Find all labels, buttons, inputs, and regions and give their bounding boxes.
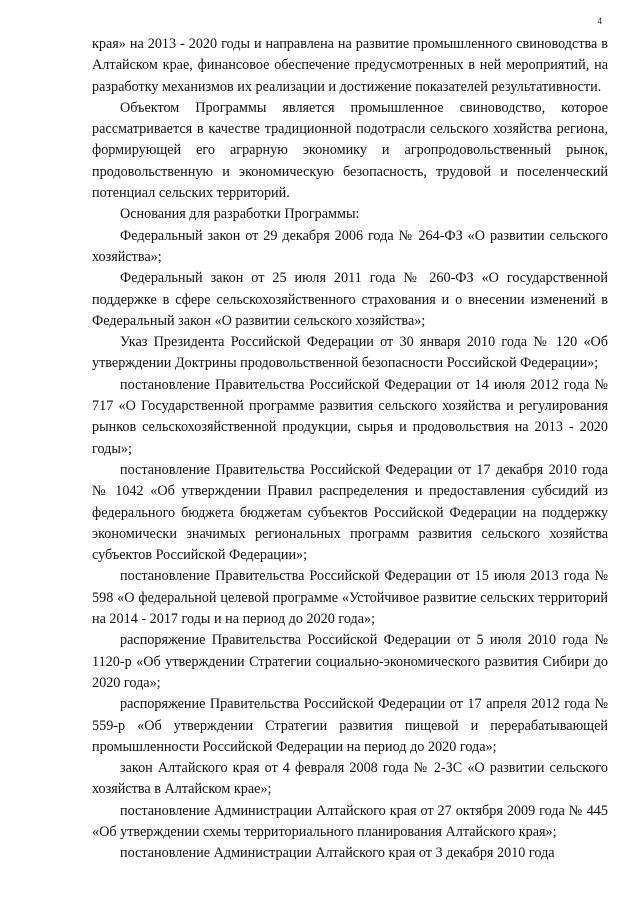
paragraph-government-resolution-598: постановление Правительства Российской Федерации от 15 июля 2013 года № 598 «О федеральной целевой программе «Устойчивое развитие сельских территорий на 2014 - 2017 годы и на период до 2020 года»; — [92, 568, 608, 628]
paragraph-program-object: Объектом Программы является промышленное свиноводство, которое рассматривается в качестве традиционной подотрасли сельского хозяйства региона, формирующей его аграрную экономику и агропродовольственный рынок, продовольственную и экономическую безопасность, трудовой и поселенческий потенциал сельских территорий. — [92, 99, 608, 202]
paragraph-presidential-decree-120: Указ Президента Российской Федерации от 30 января 2010 года № 120 «Об утверждении Доктрины продовольственной безопасности Российской Федерации»; — [92, 334, 608, 372]
paragraph-government-resolution-1042: постановление Правительства Российской Федерации от 17 декабря 2010 года № 1042 «Об утверждении Правил распределения и предоставления субсидий из федерального бюджета бюджетам субъектов Российской Федерации на поддержку экономически значимых региональных программ развития сельского хозяйства субъектов Российской Федерации»; — [92, 461, 608, 564]
paragraph-altai-law-2zs: закон Алтайского края от 4 февраля 2008 года № 2-ЗС «О развитии сельского хозяйства в Алтайском крае»; — [92, 760, 608, 798]
paragraph-continuation: края» на 2013 - 2020 годы и направлена на развитие промышленного свиноводства в Алтайском крае, финансовое обеспечение предусмотренных в ней мероприятий, на разработку механизмов их реализации и достижение показателей результативности. — [92, 36, 608, 95]
paragraph-government-resolution-717: постановление Правительства Российской Федерации от 14 июля 2012 года № 717 «О Государственной программе развития сельского хозяйства и регулирования рынков сельскохозяйственной продукции, сырья и продовольствия на 2013 - 2020 годы»; — [92, 376, 608, 457]
paragraph-government-order-1120r: распоряжение Правительства Российской Федерации от 5 июля 2010 года № 1120-р «Об утверждении Стратегии социально-экономического развития Сибири до 2020 года»; — [92, 632, 608, 691]
paragraph-grounds-heading: Основания для разработки Программы: — [120, 206, 360, 223]
paragraph-altai-resolution-445: постановление Администрации Алтайского края от 27 октября 2009 года № 445 «Об утверждении схемы территориального планирования Алтайского края»; — [92, 802, 608, 840]
paragraph-federal-law-264: Федеральный закон от 29 декабря 2006 года № 264-ФЗ «О развитии сельского хозяйства»; — [92, 227, 608, 265]
paragraph-federal-law-260: Федеральный закон от 25 июля 2011 года № 260-ФЗ «О государственной поддержке в сфере сельскохозяйственного страхования и о внесении изменений в Федеральный закон «О развитии сельского хозяйства»; — [92, 270, 608, 329]
page-number: 4 — [597, 16, 602, 26]
paragraph-government-order-559r: распоряжение Правительства Российской Федерации от 17 апреля 2012 года № 559-р «Об утверждении Стратегии развития пищевой и перерабатывающей промышленности Российской Федерации на период до 2020 года»; — [92, 696, 608, 755]
document-body — [92, 34, 608, 865]
paragraph-altai-resolution-dec-2010: постановление Администрации Алтайского края от 3 декабря 2010 года — [120, 845, 555, 862]
